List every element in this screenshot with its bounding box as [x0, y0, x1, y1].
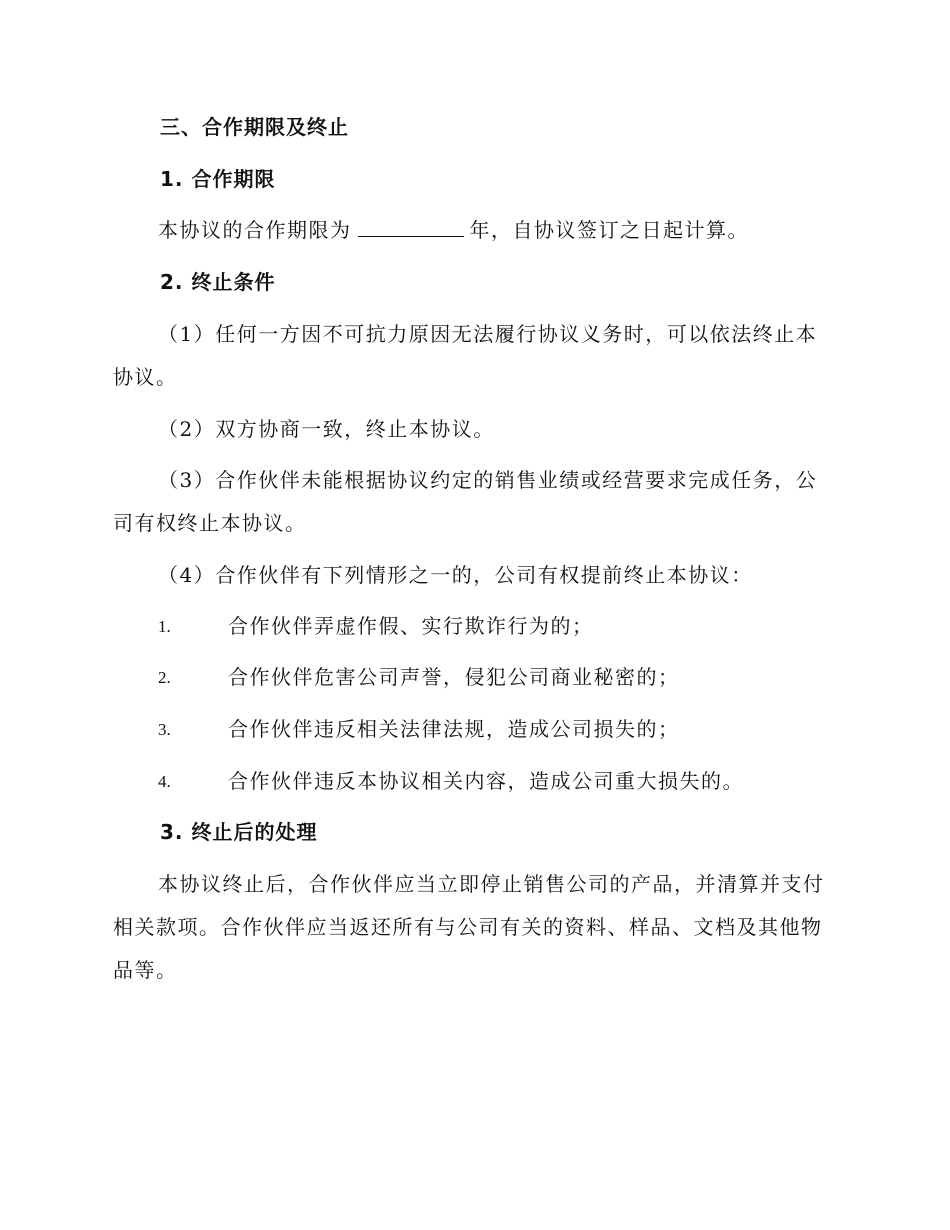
termination-heading: 2. 终止条件 [160, 270, 276, 294]
after-paragraph-line-1: 本协议终止后，合作伙伴应当立即停止销售公司的产品，并清算并支付 [158, 872, 825, 896]
termination-item-4: （4）合作伙伴有下列情形之一的，公司有权提前终止本协议： [158, 563, 753, 587]
after-heading: 3. 终止后的处理 [160, 820, 318, 844]
after-paragraph-line-3: 品等。 [113, 958, 178, 982]
termination-item-2: （2）双方协商一致，终止本协议。 [158, 417, 495, 441]
term-text-after: 年，自协议签订之日起计算。 [469, 218, 749, 242]
subitem-3-number: 3. [158, 720, 171, 739]
subitem-4-text: 合作伙伴违反本协议相关内容，造成公司重大损失的。 [228, 769, 744, 793]
term-years-blank [358, 218, 464, 237]
subitem-4-number: 4. [158, 772, 171, 791]
subitem-1-number: 1. [158, 617, 171, 636]
termination-item-1-line-1: （1）任何一方因不可抗力原因无法履行协议义务时，可以依法终止本 [158, 322, 818, 346]
subitem-1-text: 合作伙伴弄虚作假、实行欺诈行为的； [228, 614, 594, 638]
subitem-3-text: 合作伙伴违反相关法律法规，造成公司损失的； [228, 717, 680, 741]
term-heading: 1. 合作期限 [160, 167, 276, 191]
section-title: 三、合作期限及终止 [160, 115, 349, 139]
term-text-before: 本协议的合作期限为 [158, 218, 352, 242]
subitem-2-number: 2. [158, 668, 171, 687]
subitem-2-text: 合作伙伴危害公司声誉，侵犯公司商业秘密的； [228, 665, 680, 689]
termination-item-3-line-2: 司有权终止本协议。 [113, 511, 307, 535]
termination-item-1-line-2: 协议。 [113, 365, 178, 389]
after-paragraph-line-2: 相关款项。合作伙伴应当返还所有与公司有关的资料、样品、文档及其他物 [113, 915, 823, 939]
term-paragraph [158, 217, 749, 243]
termination-item-3-line-1: （3）合作伙伴未能根据协议约定的销售业绩或经营要求完成任务，公 [158, 468, 818, 492]
